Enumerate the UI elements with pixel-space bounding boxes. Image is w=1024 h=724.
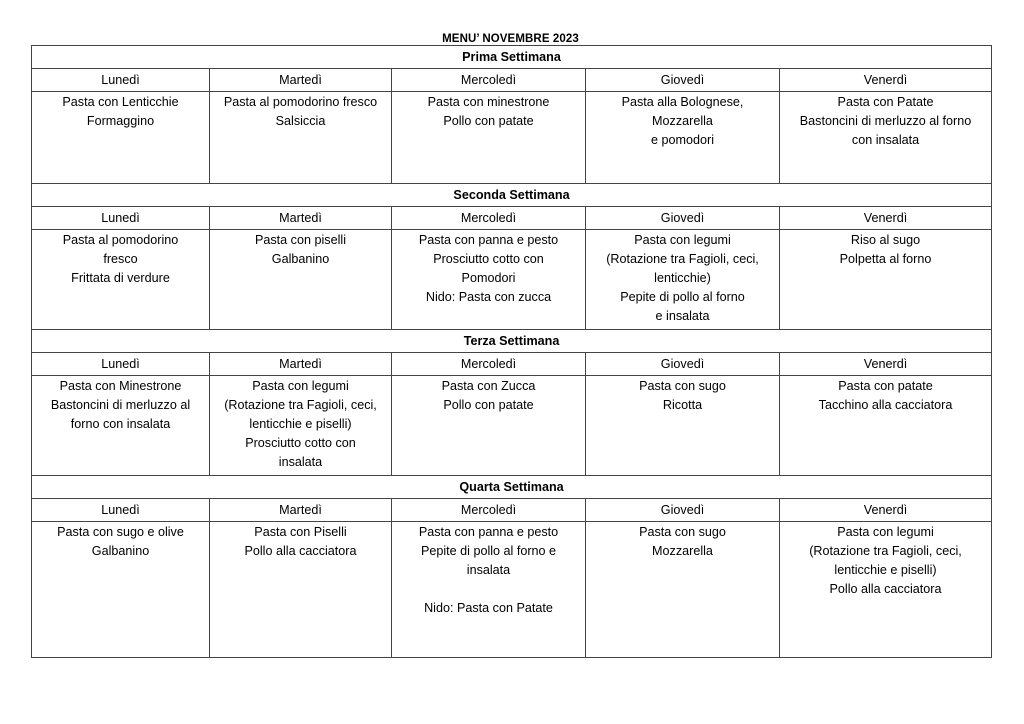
week-header-row xyxy=(32,330,992,353)
meal-line: Bastoncini di merluzzo al xyxy=(50,398,191,412)
meal-line: Salsiccia xyxy=(275,114,326,128)
meal-line: lenticchie) xyxy=(654,271,711,285)
meal-line: (Rotazione tra Fagioli, ceci, xyxy=(224,398,377,412)
meal-line: insalata xyxy=(278,455,323,469)
meal-line: forno con insalata xyxy=(70,417,171,431)
day-header-cell: Venerdì xyxy=(780,69,992,92)
day-header-cell: Martedì xyxy=(210,69,392,92)
day-header-cell: Venerdì xyxy=(780,499,992,522)
day-header-cell: Giovedì xyxy=(586,69,780,92)
day-header-cell: Mercoledì xyxy=(392,499,586,522)
day-header-row xyxy=(32,499,992,522)
meal-line: Pasta alla Bolognese, xyxy=(621,95,744,109)
meal-line: Pasta al pomodorino fresco xyxy=(223,95,378,109)
meal-cell xyxy=(392,92,586,184)
meal-line: Pasta con sugo e olive xyxy=(57,525,184,539)
meal-line: lenticchie e piselli) xyxy=(249,417,352,431)
meal-row xyxy=(32,522,992,658)
meal-line: Riso al sugo xyxy=(850,233,921,247)
week-title: Prima Settimana xyxy=(32,46,992,69)
meal-line: Tacchino alla cacciatora xyxy=(818,398,953,412)
menu-table-body xyxy=(32,46,992,658)
meal-line: Pollo alla cacciatora xyxy=(829,582,942,596)
meal-cell xyxy=(32,92,210,184)
meal-cell xyxy=(780,230,992,330)
meal-line: insalata xyxy=(466,563,511,577)
meal-row xyxy=(32,92,992,184)
meal-cell xyxy=(392,230,586,330)
day-header-row xyxy=(32,353,992,376)
meal-cell xyxy=(32,376,210,476)
week-title: Seconda Settimana xyxy=(32,184,992,207)
meal-row xyxy=(32,230,992,330)
meal-line: e pomodori xyxy=(650,133,714,147)
meal-line: Pollo con patate xyxy=(443,398,534,412)
day-header-cell: Mercoledì xyxy=(392,353,586,376)
meal-line: Pollo con patate xyxy=(443,114,534,128)
meal-line: Pepite di pollo al forno xyxy=(620,290,745,304)
document-title: MENU’ NOVEMBRE 2023 xyxy=(442,33,579,45)
meal-line: Pasta al pomodorino xyxy=(62,233,179,247)
meal-line: Pomodori xyxy=(461,271,516,285)
meal-cell xyxy=(780,522,992,658)
meal-cell xyxy=(780,92,992,184)
meal-line: Nido: Pasta con Patate xyxy=(424,601,553,615)
meal-line: Pasta con legumi xyxy=(634,233,731,247)
meal-line: Mozzarella xyxy=(652,544,713,558)
meal-line: Pollo alla cacciatora xyxy=(244,544,357,558)
meal-line: Polpetta al forno xyxy=(839,252,932,266)
meal-line: Pasta con panna e pesto xyxy=(418,233,559,247)
day-header-cell: Lunedì xyxy=(32,353,210,376)
meal-line: Pasta con legumi xyxy=(252,379,349,393)
meal-line: Pepite di pollo al forno e xyxy=(420,544,557,558)
meal-cell xyxy=(586,522,780,658)
meal-line: Pasta con sugo xyxy=(639,525,726,539)
day-header-cell: Mercoledì xyxy=(392,207,586,230)
meal-cell xyxy=(586,230,780,330)
meal-line: Galbanino xyxy=(91,544,150,558)
day-header-cell: Martedì xyxy=(210,207,392,230)
meal-cell xyxy=(210,522,392,658)
day-header-row xyxy=(32,69,992,92)
meal-line: Ricotta xyxy=(662,398,703,412)
meal-line: Pasta con Minestrone xyxy=(59,379,182,393)
meal-line: Nido: Pasta con zucca xyxy=(425,290,552,304)
meal-cell xyxy=(32,522,210,658)
day-header-cell: Lunedì xyxy=(32,69,210,92)
meal-cell xyxy=(210,92,392,184)
meal-line: Pasta con legumi xyxy=(837,525,934,539)
meal-line: Pasta con Lenticchie xyxy=(62,95,179,109)
meal-line: Prosciutto cotto con xyxy=(433,252,544,266)
day-header-cell: Giovedì xyxy=(586,353,780,376)
day-header-cell: Lunedì xyxy=(32,499,210,522)
week-header-row xyxy=(32,184,992,207)
meal-line: Frittata di verdure xyxy=(71,271,170,285)
meal-line: Pasta con Zucca xyxy=(441,379,536,393)
week-title: Quarta Settimana xyxy=(32,476,992,499)
meal-cell xyxy=(392,522,586,658)
meal-line: Pasta con Patate xyxy=(837,95,934,109)
meal-cell xyxy=(32,230,210,330)
week-header-row xyxy=(32,46,992,69)
day-header-row xyxy=(32,207,992,230)
day-header-cell: Martedì xyxy=(210,353,392,376)
day-header-cell: Venerdì xyxy=(780,353,992,376)
meal-line: Pasta con panna e pesto xyxy=(418,525,559,539)
day-header-cell: Giovedì xyxy=(586,207,780,230)
meal-cell xyxy=(586,92,780,184)
meal-line: e insalata xyxy=(655,309,710,323)
meal-cell xyxy=(780,376,992,476)
menu-table xyxy=(31,45,992,658)
day-header-cell: Giovedì xyxy=(586,499,780,522)
meal-cell xyxy=(392,376,586,476)
week-header-row xyxy=(32,476,992,499)
day-header-cell: Venerdì xyxy=(780,207,992,230)
meal-row xyxy=(32,376,992,476)
meal-cell xyxy=(210,230,392,330)
meal-line: Galbanino xyxy=(271,252,330,266)
meal-line: Bastoncini di merluzzo al forno xyxy=(799,114,972,128)
day-header-cell: Mercoledì xyxy=(392,69,586,92)
meal-line: Pasta con piselli xyxy=(254,233,346,247)
meal-line: Formaggino xyxy=(86,114,155,128)
meal-line: Prosciutto cotto con xyxy=(245,436,356,450)
meal-line: (Rotazione tra Fagioli, ceci, xyxy=(809,544,962,558)
meal-cell xyxy=(210,376,392,476)
meal-line: Pasta con minestrone xyxy=(427,95,550,109)
meal-cell xyxy=(586,376,780,476)
meal-line: lenticchie e piselli) xyxy=(834,563,937,577)
meal-line: Pasta con patate xyxy=(838,379,933,393)
week-title: Terza Settimana xyxy=(32,330,992,353)
meal-line: Pasta con Piselli xyxy=(254,525,347,539)
meal-line: Mozzarella xyxy=(652,114,713,128)
meal-line: fresco xyxy=(103,252,138,266)
meal-line: con insalata xyxy=(851,133,920,147)
day-header-cell: Lunedì xyxy=(32,207,210,230)
meal-line: Pasta con sugo xyxy=(639,379,726,393)
day-header-cell: Martedì xyxy=(210,499,392,522)
meal-line: (Rotazione tra Fagioli, ceci, xyxy=(606,252,759,266)
meal-line xyxy=(394,580,583,599)
